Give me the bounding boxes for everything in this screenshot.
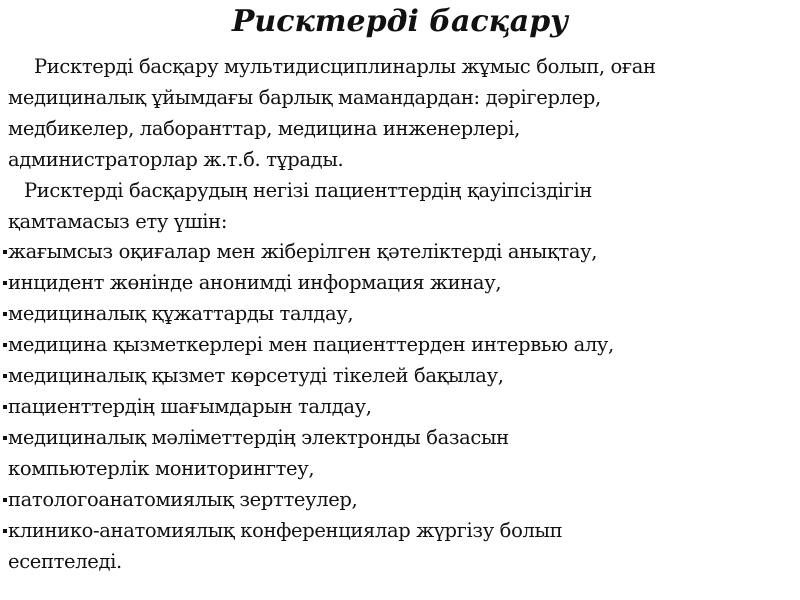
list-item	[8, 268, 800, 299]
list-item-text: есептеледі.	[8, 549, 122, 573]
list-item	[8, 237, 800, 268]
purpose-paragraph	[8, 176, 800, 238]
list-item-text: медициналық құжаттарды талдау,	[8, 302, 354, 326]
bullet-marker-icon	[3, 343, 7, 347]
paragraph-line: администраторлар ж.т.б. тұрады.	[8, 147, 344, 171]
slide-body	[8, 52, 800, 577]
list-item	[8, 361, 800, 392]
intro-paragraph	[8, 52, 800, 176]
bullet-marker-icon	[3, 529, 7, 533]
list-item	[8, 299, 800, 330]
list-item-text: пациенттердің шағымдарын талдау,	[8, 394, 372, 418]
list-item-text: патологоанатомиялық зерттеулер,	[8, 487, 358, 511]
paragraph-line: қамтамасыз ету үшін:	[8, 209, 228, 233]
bullet-marker-icon	[3, 436, 7, 440]
list-item	[8, 392, 800, 423]
bullet-list	[8, 237, 800, 577]
list-item-text: инцидент жөнінде анонимді информация жинау,	[8, 271, 502, 295]
list-item-text: компьютерлік мониторингтеу,	[8, 456, 315, 480]
list-item	[8, 485, 800, 516]
list-item	[8, 516, 800, 578]
list-item	[8, 330, 800, 361]
bullet-marker-icon	[3, 374, 7, 378]
list-item-text: медицина қызметкерлері мен пациенттерден интервью алу,	[8, 333, 614, 357]
list-item-text: медициналық қызмет көрсетуді тікелей бақылау,	[8, 364, 504, 388]
list-item-text: клинико-анатомиялық конференциялар жүргізу болып	[8, 518, 563, 542]
bullet-marker-icon	[3, 498, 7, 502]
paragraph-line: медициналық ұйымдағы барлық мамандардан: дәрігерлер,	[8, 85, 601, 109]
paragraph-line: Рисктерді басқару мультидисциплинарлы жұмыс болып, оған	[34, 55, 656, 78]
paragraph-line: Рисктерді басқарудың негізі пациенттердің қауіпсіздігін	[24, 178, 593, 202]
bullet-marker-icon	[3, 312, 7, 316]
paragraph-line: медбикелер, лаборанттар, медицина инженерлері,	[8, 116, 520, 140]
bullet-marker-icon	[3, 281, 7, 285]
slide-title: Рисктерді басқару	[231, 4, 569, 39]
list-item	[8, 423, 800, 485]
list-item-text: жағымсыз оқиғалар мен жіберілген қәтеліктерді анықтау,	[8, 240, 598, 264]
list-item-text: медициналық мәліметтердің электронды базасын	[8, 425, 509, 449]
bullet-marker-icon	[3, 250, 7, 254]
bullet-marker-icon	[3, 405, 7, 409]
